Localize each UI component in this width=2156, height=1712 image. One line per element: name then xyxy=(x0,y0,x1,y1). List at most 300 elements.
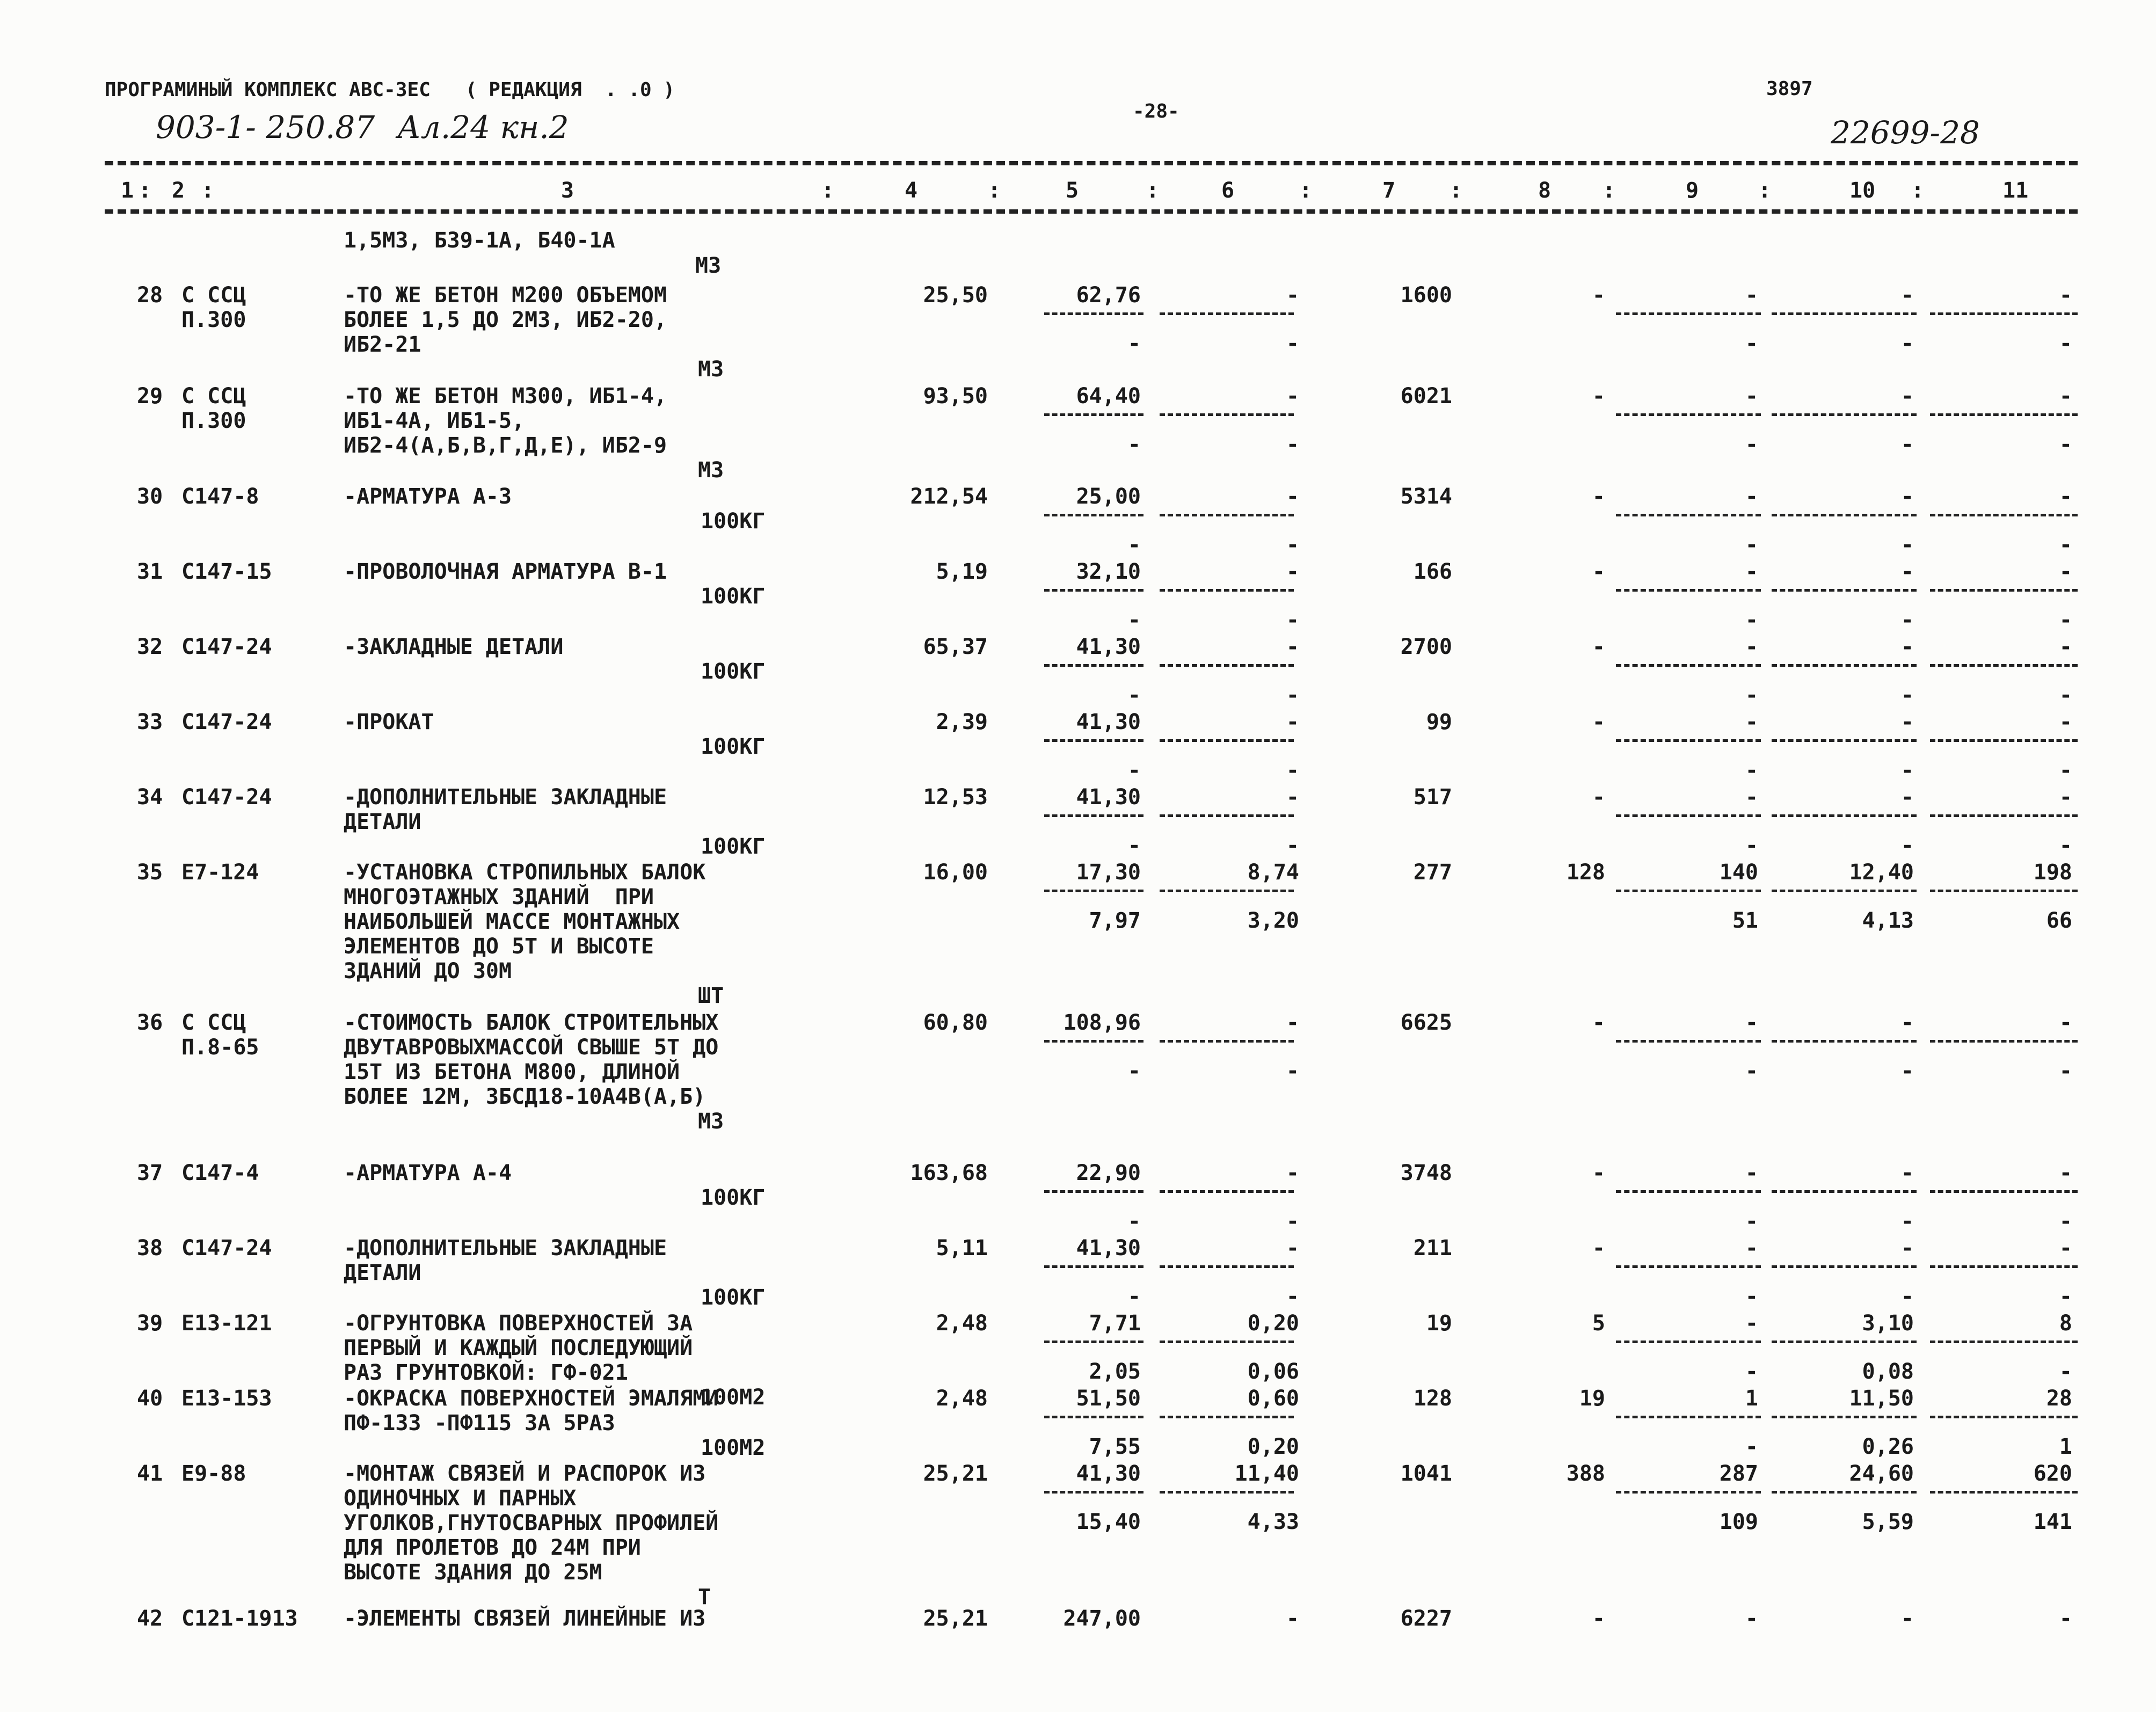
value-c10-lower: - xyxy=(1900,1209,1914,1234)
cell-separator xyxy=(1044,1491,1143,1494)
value-c11: - xyxy=(2059,1236,2072,1261)
value-c9: - xyxy=(1745,635,1758,659)
cell-separator xyxy=(1772,1341,1917,1343)
cell-separator xyxy=(1616,589,1761,592)
cell-separator xyxy=(1044,1341,1143,1343)
column-header-cell: 10 xyxy=(1849,178,1876,203)
value-c6-lower: 3,20 xyxy=(1247,908,1299,933)
value-c6-lower: 0,06 xyxy=(1247,1359,1299,1384)
row-number: 35 xyxy=(137,860,163,885)
item-description: -УСТАНОВКА СТРОПИЛЬНЫХ БАЛОК xyxy=(344,860,706,885)
value-c11-lower: - xyxy=(2059,1359,2072,1384)
cell-separator xyxy=(1772,814,1917,817)
value-c5: 7,71 xyxy=(1089,1311,1141,1336)
item-description: ПЕРВЫЙ И КАЖДЫЙ ПОСЛЕДУЮЩИЙ xyxy=(344,1336,693,1360)
value-c10-lower: - xyxy=(1900,432,1914,457)
value-c11: 620 xyxy=(2033,1461,2072,1486)
item-description: -ЭЛЕМЕНТЫ СВЯЗЕЙ ЛИНЕЙНЫЕ ИЗ xyxy=(344,1606,706,1631)
row-number: 28 xyxy=(137,283,163,308)
handwritten-album-ref: Ал.24 кн.2 xyxy=(397,109,569,145)
value-c9: - xyxy=(1745,1606,1758,1631)
item-description: 15Т ИЗ БЕТОНА М800, ДЛИНОЙ xyxy=(344,1060,680,1084)
row-number: 40 xyxy=(137,1386,163,1411)
value-c8: - xyxy=(1592,484,1605,509)
value-c9-lower: - xyxy=(1745,331,1758,356)
value-c4: 2,39 xyxy=(936,710,988,734)
value-c11: - xyxy=(2059,635,2072,659)
value-c11: - xyxy=(2059,484,2072,509)
unit-of-measure: 100КГ xyxy=(701,659,766,684)
cell-separator xyxy=(1772,413,1917,416)
value-c6-lower: - xyxy=(1286,331,1299,356)
value-c10: - xyxy=(1900,559,1914,584)
value-c4: 5,19 xyxy=(936,559,988,584)
column-header-cell: 8 xyxy=(1538,178,1552,203)
value-c10: - xyxy=(1900,484,1914,509)
value-c6: - xyxy=(1286,1606,1299,1631)
cell-separator xyxy=(1616,413,1761,416)
value-c11-lower: - xyxy=(2059,533,2072,557)
value-c9: - xyxy=(1745,1161,1758,1185)
value-c5: 64,40 xyxy=(1076,384,1141,409)
value-c5-lower: - xyxy=(1127,833,1141,858)
value-c8: - xyxy=(1592,283,1605,308)
cell-separator xyxy=(1044,514,1143,516)
value-c9-lower: - xyxy=(1745,533,1758,557)
value-c6-lower: - xyxy=(1286,608,1299,632)
cell-separator xyxy=(1160,589,1294,592)
value-c7: 166 xyxy=(1413,559,1452,584)
item-description: -ОКРАСКА ПОВЕРХНОСТЕЙ ЭМАЛЯМИ xyxy=(344,1386,719,1411)
value-c9-lower: - xyxy=(1745,1059,1758,1083)
cell-separator xyxy=(1772,739,1917,742)
cell-separator xyxy=(1930,1190,2078,1193)
value-c6: - xyxy=(1286,1236,1299,1261)
value-c10-lower: - xyxy=(1900,1059,1914,1083)
value-c7: 3748 xyxy=(1400,1161,1452,1185)
value-c11-lower: - xyxy=(2059,683,2072,708)
value-c8: 128 xyxy=(1566,860,1605,885)
item-description: ПФ-133 -ПФ115 ЗА 5РАЗ xyxy=(344,1411,615,1436)
value-c6-lower: - xyxy=(1286,1284,1299,1309)
value-c11: - xyxy=(2059,1606,2072,1631)
value-c10-lower: - xyxy=(1900,533,1914,557)
value-c4: 25,21 xyxy=(923,1461,988,1486)
value-c5-lower: 7,97 xyxy=(1089,908,1141,933)
column-header-cell: : xyxy=(988,178,1001,203)
row-number: 34 xyxy=(137,785,163,810)
value-c6: 0,60 xyxy=(1247,1386,1299,1411)
value-c10: - xyxy=(1900,1010,1914,1035)
item-code: С ССЦ xyxy=(181,283,246,308)
column-header-cell: : xyxy=(1299,178,1313,203)
value-c5-lower: - xyxy=(1127,331,1141,356)
value-c6: 8,74 xyxy=(1247,860,1299,885)
cell-separator xyxy=(1160,890,1294,892)
value-c10-lower: - xyxy=(1900,1284,1914,1309)
value-c9-lower: - xyxy=(1745,608,1758,632)
value-c7: 19 xyxy=(1426,1311,1452,1336)
value-c5-lower: - xyxy=(1127,608,1141,632)
value-c10: - xyxy=(1900,384,1914,409)
item-description: ОДИНОЧНЫХ И ПАРНЫХ xyxy=(344,1486,577,1511)
item-description: -МОНТАЖ СВЯЗЕЙ И РАСПОРОК ИЗ xyxy=(344,1461,706,1486)
cell-separator xyxy=(1930,1040,2078,1043)
column-header-cell: 2 xyxy=(172,178,185,203)
column-header-cell: 11 xyxy=(2002,178,2029,203)
item-description: ИБ1-4А, ИБ1-5, xyxy=(344,409,525,433)
value-c6-lower: - xyxy=(1286,533,1299,557)
value-c5-lower: 15,40 xyxy=(1076,1510,1141,1534)
value-c5: 41,30 xyxy=(1076,635,1141,659)
row-number: 41 xyxy=(137,1461,163,1486)
value-c5-lower: - xyxy=(1127,432,1141,457)
value-c7: 128 xyxy=(1413,1386,1452,1411)
value-c8: - xyxy=(1592,559,1605,584)
value-c5: 51,50 xyxy=(1076,1386,1141,1411)
cell-separator xyxy=(1044,1190,1143,1193)
value-c9: - xyxy=(1745,710,1758,734)
item-description: -ПРОВОЛОЧНАЯ АРМАТУРА В-1 xyxy=(344,559,667,584)
item-description: УГОЛКОВ,ГНУТОСВАРНЫХ ПРОФИЛЕЙ xyxy=(344,1511,719,1535)
value-c11-lower: - xyxy=(2059,432,2072,457)
column-header-cell: 9 xyxy=(1686,178,1699,203)
value-c7: 1600 xyxy=(1400,283,1452,308)
cell-separator xyxy=(1160,1040,1294,1043)
cell-separator xyxy=(1772,1190,1917,1193)
value-c6: 11,40 xyxy=(1234,1461,1299,1486)
value-c5: 41,30 xyxy=(1076,710,1141,734)
value-c9: - xyxy=(1745,785,1758,810)
item-code: С147-24 xyxy=(181,785,272,810)
value-c9-lower: - xyxy=(1745,683,1758,708)
value-c9: - xyxy=(1745,1010,1758,1035)
sheet-number: 3897 xyxy=(1766,78,1813,100)
item-description: ДВУТАВРОВЫХМАССОЙ СВЫШЕ 5Т ДО xyxy=(344,1035,719,1060)
page-number: -28- xyxy=(1133,100,1179,122)
cell-separator xyxy=(1616,739,1761,742)
value-c7: 6625 xyxy=(1400,1010,1452,1035)
row-number: 38 xyxy=(137,1236,163,1261)
cell-separator xyxy=(1772,890,1917,892)
column-header-cell: : xyxy=(1450,178,1463,203)
value-c4: 16,00 xyxy=(923,860,988,885)
unit-of-measure: 100КГ xyxy=(701,1285,766,1310)
value-c11: - xyxy=(2059,559,2072,584)
cell-separator xyxy=(1616,1491,1761,1494)
cell-separator xyxy=(1930,814,2078,817)
cell-separator xyxy=(1160,1341,1294,1343)
cell-separator xyxy=(1616,1265,1761,1268)
value-c5: 247,00 xyxy=(1063,1606,1141,1631)
column-header-cell: : xyxy=(139,178,152,203)
cell-separator xyxy=(1044,1416,1143,1418)
item-code: Е13-121 xyxy=(181,1311,272,1336)
cell-separator xyxy=(1616,1190,1761,1193)
value-c4: 163,68 xyxy=(910,1161,988,1185)
cell-separator xyxy=(1772,1491,1917,1494)
cell-separator xyxy=(1930,890,2078,892)
value-c10: - xyxy=(1900,785,1914,810)
cell-separator xyxy=(1772,1416,1917,1418)
row-number: 31 xyxy=(137,559,163,584)
item-description: БОЛЕЕ 1,5 ДО 2М3, ИБ2-20, xyxy=(344,308,667,332)
item-description: -АРМАТУРА А-3 xyxy=(344,484,512,509)
value-c6: - xyxy=(1286,635,1299,659)
value-c6-lower: 0,20 xyxy=(1247,1434,1299,1459)
item-code: С147-24 xyxy=(181,1236,272,1261)
cell-separator xyxy=(1160,1190,1294,1193)
value-c8: 19 xyxy=(1579,1386,1605,1411)
column-header-cell: : xyxy=(1758,178,1772,203)
value-c4: 2,48 xyxy=(936,1311,988,1336)
value-c10-lower: - xyxy=(1900,608,1914,632)
cell-separator xyxy=(1160,664,1294,667)
value-c8: - xyxy=(1592,635,1605,659)
column-header-cell: 3 xyxy=(561,178,574,203)
value-c11-lower: - xyxy=(2059,608,2072,632)
value-c5-lower: 7,55 xyxy=(1089,1434,1141,1459)
value-c9-lower: 51 xyxy=(1732,908,1758,933)
item-description: ЗДАНИЙ ДО 30М xyxy=(344,959,512,984)
header-bottom-rule xyxy=(105,209,2078,214)
cell-separator xyxy=(1772,1040,1917,1043)
value-c6: - xyxy=(1286,283,1299,308)
item-description: -СТОИМОСТЬ БАЛОК СТРОИТЕЛЬНЫХ xyxy=(344,1010,719,1035)
value-c9: - xyxy=(1745,559,1758,584)
value-c11-lower: 66 xyxy=(2046,908,2072,933)
item-code: С147-24 xyxy=(181,635,272,659)
cell-separator xyxy=(1772,514,1917,516)
value-c6-lower: - xyxy=(1286,833,1299,858)
value-c9: - xyxy=(1745,484,1758,509)
unit-of-measure: Т xyxy=(698,1585,711,1609)
cell-separator xyxy=(1616,814,1761,817)
item-description: МНОГОЭТАЖНЫХ ЗДАНИЙ ПРИ xyxy=(344,885,654,909)
row-number: 42 xyxy=(137,1606,163,1631)
value-c9: 287 xyxy=(1719,1461,1758,1486)
value-c4: 65,37 xyxy=(923,635,988,659)
cell-separator xyxy=(1616,664,1761,667)
value-c10-lower: - xyxy=(1900,758,1914,783)
program-title: ПРОГРАМИНЫЙ КОМПЛЕКС АВС-ЗЕС ( РЕДАКЦИЯ . .0 ) xyxy=(105,79,675,101)
value-c5-lower: 2,05 xyxy=(1089,1359,1141,1384)
column-header-cell: : xyxy=(1603,178,1616,203)
cell-separator xyxy=(1160,413,1294,416)
item-description: БОЛЕЕ 12М, 3БСД18-10А4В(А,Б) xyxy=(344,1084,706,1109)
cell-separator xyxy=(1772,1265,1917,1268)
item-code: С147-15 xyxy=(181,559,272,584)
value-c5: 41,30 xyxy=(1076,1461,1141,1486)
row-number: 30 xyxy=(137,484,163,509)
cell-separator xyxy=(1160,739,1294,742)
value-c4: 25,50 xyxy=(923,283,988,308)
cell-separator xyxy=(1616,890,1761,892)
cell-separator xyxy=(1930,589,2078,592)
item-description: -ТО ЖЕ БЕТОН М300, ИБ1-4, xyxy=(344,384,667,409)
cell-separator xyxy=(1930,312,2078,315)
value-c8: 388 xyxy=(1566,1461,1605,1486)
value-c11: 8 xyxy=(2059,1311,2072,1336)
item-code: С ССЦ xyxy=(181,384,246,409)
row-number: 39 xyxy=(137,1311,163,1336)
value-c11-lower: - xyxy=(2059,1209,2072,1234)
item-description: ДЕТАЛИ xyxy=(344,1261,421,1285)
value-c11: - xyxy=(2059,283,2072,308)
item-description: -ДОПОЛНИТЕЛЬНЫЕ ЗАКЛАДНЫЕ xyxy=(344,1236,667,1261)
value-c10-lower: 0,26 xyxy=(1862,1434,1914,1459)
value-c7: 1041 xyxy=(1400,1461,1452,1486)
value-c10: - xyxy=(1900,1606,1914,1631)
value-c10-lower: - xyxy=(1900,331,1914,356)
value-c11-lower: - xyxy=(2059,833,2072,858)
value-c5: 41,30 xyxy=(1076,1236,1141,1261)
carry-over-description: 1,5М3, Б39-1А, Б40-1А xyxy=(344,228,615,253)
unit-of-measure: 100КГ xyxy=(701,834,766,859)
value-c10-lower: 4,13 xyxy=(1862,908,1914,933)
value-c9-lower: - xyxy=(1745,1359,1758,1384)
value-c9: - xyxy=(1745,283,1758,308)
item-code: С ССЦ xyxy=(181,1010,246,1035)
value-c11-lower: - xyxy=(2059,1059,2072,1083)
column-header-cell: : xyxy=(821,178,835,203)
value-c4: 93,50 xyxy=(923,384,988,409)
cell-separator xyxy=(1930,739,2078,742)
cell-separator xyxy=(1160,1416,1294,1418)
value-c9: - xyxy=(1745,1236,1758,1261)
value-c5-lower: - xyxy=(1127,758,1141,783)
cell-separator xyxy=(1616,312,1761,315)
value-c10: 3,10 xyxy=(1862,1311,1914,1336)
cell-separator xyxy=(1930,1491,2078,1494)
value-c5-lower: - xyxy=(1127,1284,1141,1309)
value-c6-lower: 4,33 xyxy=(1247,1510,1299,1534)
value-c8: - xyxy=(1592,1236,1605,1261)
value-c10: - xyxy=(1900,1236,1914,1261)
value-c10: - xyxy=(1900,283,1914,308)
value-c6: - xyxy=(1286,710,1299,734)
value-c5: 17,30 xyxy=(1076,860,1141,885)
value-c6-lower: - xyxy=(1286,1059,1299,1083)
value-c6-lower: - xyxy=(1286,432,1299,457)
item-code: Е9-88 xyxy=(181,1461,246,1486)
cell-separator xyxy=(1044,814,1143,817)
cell-separator xyxy=(1160,1265,1294,1268)
value-c11-lower: - xyxy=(2059,758,2072,783)
value-c8: - xyxy=(1592,1161,1605,1185)
unit-of-measure: М3 xyxy=(698,1109,724,1134)
value-c5: 22,90 xyxy=(1076,1161,1141,1185)
handwritten-project-code: 903-1- 250.87 xyxy=(156,109,375,145)
value-c11: - xyxy=(2059,384,2072,409)
row-number: 32 xyxy=(137,635,163,659)
cell-separator xyxy=(1616,1416,1761,1418)
value-c7: 99 xyxy=(1426,710,1452,734)
value-c6: - xyxy=(1286,484,1299,509)
value-c9-lower: - xyxy=(1745,833,1758,858)
value-c6: - xyxy=(1286,785,1299,810)
value-c5: 62,76 xyxy=(1076,283,1141,308)
value-c7: 2700 xyxy=(1400,635,1452,659)
value-c9: 1 xyxy=(1745,1386,1758,1411)
value-c10: 12,40 xyxy=(1849,860,1914,885)
cell-separator xyxy=(1772,312,1917,315)
handwritten-doc-number: 22699-28 xyxy=(1831,114,1980,151)
value-c9-lower: 109 xyxy=(1719,1510,1758,1534)
value-c8: - xyxy=(1592,1606,1605,1631)
value-c10-lower: - xyxy=(1900,833,1914,858)
cell-separator xyxy=(1772,664,1917,667)
value-c11: - xyxy=(2059,1161,2072,1185)
item-description: НАИБОЛЬШЕЙ МАССЕ МОНТАЖНЫХ xyxy=(344,909,680,934)
unit-of-measure: ШТ xyxy=(698,984,724,1008)
item-description: ВЫСОТЕ ЗДАНИЯ ДО 25М xyxy=(344,1560,602,1585)
column-header-cell: : xyxy=(1911,178,1925,203)
column-header-cell: : xyxy=(1146,178,1160,203)
cell-separator xyxy=(1044,413,1143,416)
value-c6: 0,20 xyxy=(1247,1311,1299,1336)
row-number: 37 xyxy=(137,1161,163,1185)
value-c9-lower: - xyxy=(1745,432,1758,457)
value-c10: - xyxy=(1900,710,1914,734)
value-c5-lower: - xyxy=(1127,683,1141,708)
value-c9: - xyxy=(1745,1311,1758,1336)
value-c9-lower: - xyxy=(1745,758,1758,783)
value-c5: 108,96 xyxy=(1063,1010,1141,1035)
value-c8: 5 xyxy=(1592,1311,1605,1336)
value-c11: 28 xyxy=(2046,1386,2072,1411)
cell-separator xyxy=(1616,1341,1761,1343)
value-c11-lower: 141 xyxy=(2033,1510,2072,1534)
value-c5: 41,30 xyxy=(1076,785,1141,810)
value-c10: - xyxy=(1900,1161,1914,1185)
column-header-cell: 6 xyxy=(1221,178,1235,203)
value-c7: 6021 xyxy=(1400,384,1452,409)
value-c6: - xyxy=(1286,1010,1299,1035)
value-c8: - xyxy=(1592,710,1605,734)
cell-separator xyxy=(1160,312,1294,315)
value-c6-lower: - xyxy=(1286,683,1299,708)
cell-separator xyxy=(1044,1265,1143,1268)
value-c10-lower: - xyxy=(1900,683,1914,708)
column-header-cell: 1 xyxy=(121,178,134,203)
value-c4: 60,80 xyxy=(923,1010,988,1035)
item-code: П.300 xyxy=(181,409,246,433)
cell-separator xyxy=(1616,1040,1761,1043)
value-c10-lower: 0,08 xyxy=(1862,1359,1914,1384)
item-code: Е7-124 xyxy=(181,860,259,885)
item-description: -ТО ЖЕ БЕТОН М200 ОБЪЕМОМ xyxy=(344,283,667,308)
item-description: -ОГРУНТОВКА ПОВЕРХНОСТЕЙ ЗА xyxy=(344,1311,693,1336)
unit-of-measure: 100М2 xyxy=(701,1385,766,1410)
item-description: ДЛЯ ПРОЛЕТОВ ДО 24М ПРИ xyxy=(344,1535,641,1560)
row-number: 29 xyxy=(137,384,163,409)
value-c5: 32,10 xyxy=(1076,559,1141,584)
value-c8: - xyxy=(1592,1010,1605,1035)
value-c9: - xyxy=(1745,384,1758,409)
value-c11: - xyxy=(2059,1010,2072,1035)
item-code: Е13-153 xyxy=(181,1386,272,1411)
item-code: С121-1913 xyxy=(181,1606,298,1631)
value-c4: 12,53 xyxy=(923,785,988,810)
column-header-cell: 7 xyxy=(1382,178,1396,203)
cell-separator xyxy=(1930,413,2078,416)
value-c7: 5314 xyxy=(1400,484,1452,509)
value-c4: 2,48 xyxy=(936,1386,988,1411)
item-code: П.300 xyxy=(181,308,246,332)
value-c5-lower: - xyxy=(1127,533,1141,557)
cell-separator xyxy=(1930,514,2078,516)
